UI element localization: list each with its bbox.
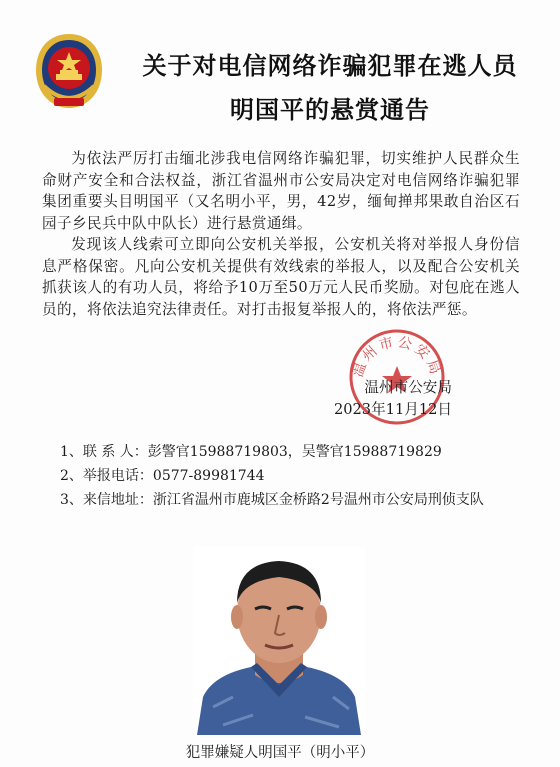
mail-address-line: 3、来信地址：浙江省温州市鹿城区金桥路2号温州市公安局刑侦支队	[60, 492, 484, 508]
police-emblem-icon	[28, 28, 110, 114]
issue-date: 2023年11月12日	[333, 401, 452, 418]
notice-paragraph-1: 为依法严厉打击缅北涉我电信网络诈骗犯罪，切实维护人民群众生命财产安全和合法权益，浙江省温州市公安局决定对电信网络诈骗犯罪集团重要头目明国平（又名明小平，男，42岁，缅甸掸邦果敢自治区石园子乡民兵中队中队长）进行悬赏通缉。	[42, 150, 520, 232]
photo-caption: 犯罪嫌疑人明国平（明小平）	[185, 745, 375, 761]
notice-title-line2: 明国平的悬赏通告	[230, 96, 430, 124]
contact-list	[60, 440, 530, 512]
suspect-photo	[193, 547, 365, 735]
contact-person-line: 1、联 系 人：彭警官15988719803，吴警官15988719829	[60, 444, 442, 460]
notice-paragraph-2: 发现该人线索可立即向公安机关举报，公安机关将对举报人身份信息严格保密。凡向公安机关提供有效线索的举报人，以及配合公安机关抓获该人的有功人员，将给予10万至50万元人民币奖励。对包庇在逃人员的，将依法追究法律责任。对打击报复举报人的，将依法严惩。	[42, 236, 520, 318]
notice-title-line1: 关于对电信网络诈骗犯罪在逃人员	[142, 52, 518, 80]
report-phone-line: 2、举报电话：0577-89981744	[60, 468, 265, 484]
stamp-text: 温州市公安局	[349, 334, 445, 380]
issuer-name: 温州市公安局	[364, 379, 452, 396]
